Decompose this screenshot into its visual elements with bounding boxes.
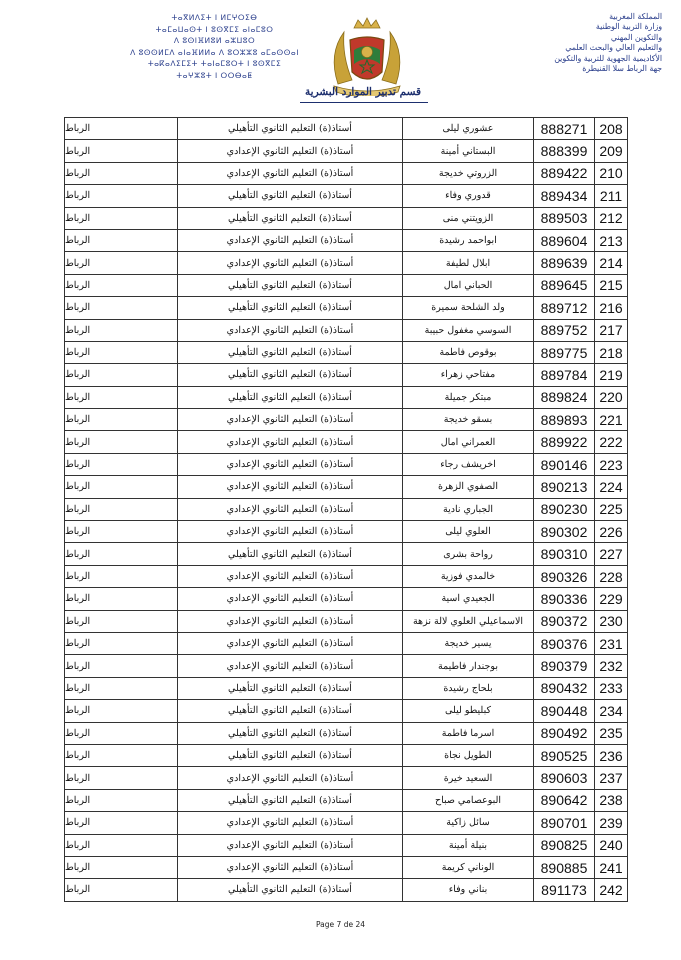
city-cell: الرباط [65,364,178,386]
row-number-cell: 229 [595,588,628,610]
table-row [65,543,628,565]
row-number-cell: 230 [595,610,628,632]
grade-cell: أستاذ(ة) التعليم الثانوي الإعدادي [178,856,403,878]
table-row [65,207,628,229]
staff-table [64,117,628,902]
department-underline [300,102,428,103]
id-cell: 890376 [534,632,595,654]
ministry-line: والتعليم العالي والبحث العلمي [565,43,662,53]
table-row [65,319,628,341]
grade-cell: أستاذ(ة) التعليم الثانوي التأهيلي [178,744,403,766]
table-row [65,677,628,699]
row-number-cell: 241 [595,856,628,878]
grade-cell: أستاذ(ة) التعليم الثانوي الإعدادي [178,767,403,789]
id-cell: 890310 [534,543,595,565]
row-number-cell: 213 [595,229,628,251]
city-cell: الرباط [65,185,178,207]
id-cell: 890213 [534,476,595,498]
id-cell: 889422 [534,162,595,184]
city-cell: الرباط [65,521,178,543]
row-number-cell: 217 [595,319,628,341]
grade-cell: أستاذ(ة) التعليم الثانوي الإعدادي [178,431,403,453]
table-row [65,162,628,184]
grade-cell: أستاذ(ة) التعليم الثانوي التأهيلي [178,386,403,408]
name-cell: اخريشف رجاء [403,453,534,475]
table-row [65,229,628,251]
name-cell: بناني وفاء [403,879,534,901]
city-cell: الرباط [65,409,178,431]
grade-cell: أستاذ(ة) التعليم الثانوي الإعدادي [178,319,403,341]
department-title: قسم تدبير الموارد البشرية [305,86,421,98]
id-cell: 890603 [534,767,595,789]
tifinagh-line: ⵜⴰⴽⴰⴷⵉⵎⵉⵜ ⵜⴰⵏⴰⵎⵓⵔⵜ ⵏ ⵓⵙⴳⵎⵉ [147,59,282,68]
name-cell: ولد الشلحة سميرة [403,297,534,319]
city-cell: الرباط [65,588,178,610]
tifinagh-line: ⵜⴰⵎⴰⵡⴰⵙⵜ ⵏ ⵓⵙⴳⵎⵉ ⴰⵏⴰⵎⵓⵔ [155,24,274,34]
city-cell: الرباط [65,274,178,296]
grade-cell: أستاذ(ة) التعليم الثانوي الإعدادي [178,632,403,654]
name-cell: الاسماعيلي العلوي لالة نزهة [403,610,534,632]
id-cell: 888271 [534,118,595,140]
row-number-cell: 233 [595,677,628,699]
name-cell: السوسي مغفول حبيبة [403,319,534,341]
row-number-cell: 211 [595,185,628,207]
row-number-cell: 216 [595,297,628,319]
table-row [65,812,628,834]
name-cell: الجعيدي اسية [403,588,534,610]
row-number-cell: 219 [595,364,628,386]
table-row [65,767,628,789]
ministry-line: وزارة التربية الوطنية [595,22,662,32]
row-number-cell: 214 [595,252,628,274]
row-number-cell: 224 [595,476,628,498]
city-cell: الرباط [65,744,178,766]
row-number-cell: 242 [595,879,628,901]
id-cell: 890372 [534,610,595,632]
table-row [65,521,628,543]
city-cell: الرباط [65,610,178,632]
id-cell: 889712 [534,297,595,319]
tifinagh-line: ⵜⴰⴳⵍⴷⵉⵜ ⵏ ⵍⵎⵖⵔⵉⴱ [171,13,258,22]
city-cell: الرباط [65,565,178,587]
name-cell: خالمدي فوزية [403,565,534,587]
ministry-line: المملكة المغربية [609,12,662,21]
row-number-cell: 232 [595,655,628,677]
city-cell: الرباط [65,789,178,811]
coat-of-arms-icon [308,14,426,96]
grade-cell: أستاذ(ة) التعليم الثانوي الإعدادي [178,565,403,587]
table-row [65,632,628,654]
city-cell: الرباط [65,856,178,878]
grade-cell: أستاذ(ة) التعليم الثانوي التأهيلي [178,677,403,699]
grade-cell: أستاذ(ة) التعليم الثانوي التأهيلي [178,722,403,744]
city-cell: الرباط [65,118,178,140]
id-cell: 888399 [534,140,595,162]
name-cell: ابلال لطيفة [403,252,534,274]
city-cell: الرباط [65,677,178,699]
id-cell: 890448 [534,700,595,722]
grade-cell: أستاذ(ة) التعليم الثانوي التأهيلي [178,543,403,565]
id-cell: 889434 [534,185,595,207]
grade-cell: أستاذ(ة) التعليم الثانوي التأهيلي [178,185,403,207]
name-cell: الجباري نادية [403,498,534,520]
tifinagh-header [112,12,317,81]
name-cell: بسقو خديجة [403,409,534,431]
grade-cell: أستاذ(ة) التعليم الثانوي الإعدادي [178,655,403,677]
row-number-cell: 238 [595,789,628,811]
table-row [65,789,628,811]
table-row [65,341,628,363]
row-number-cell: 225 [595,498,628,520]
grade-cell: أستاذ(ة) التعليم الثانوي الإعدادي [178,834,403,856]
name-cell: الزويتني منى [403,207,534,229]
id-cell: 890701 [534,812,595,834]
grade-cell: أستاذ(ة) التعليم الثانوي التأهيلي [178,700,403,722]
table-row [65,834,628,856]
row-number-cell: 231 [595,632,628,654]
grade-cell: أستاذ(ة) التعليم الثانوي التأهيلي [178,118,403,140]
name-cell: الحباني امال [403,274,534,296]
name-cell: البوعصامي صباح [403,789,534,811]
table-row [65,744,628,766]
row-number-cell: 239 [595,812,628,834]
city-cell: الرباط [65,476,178,498]
row-number-cell: 215 [595,274,628,296]
id-cell: 889784 [534,364,595,386]
id-cell: 891173 [534,879,595,901]
table-row [65,252,628,274]
id-cell: 889645 [534,274,595,296]
row-number-cell: 223 [595,453,628,475]
name-cell: بوجندار فاطيمة [403,655,534,677]
table-row [65,856,628,878]
table-row [65,610,628,632]
city-cell: الرباط [65,722,178,744]
name-cell: قدوري وفاء [403,185,534,207]
grade-cell: أستاذ(ة) التعليم الثانوي الإعدادي [178,521,403,543]
grade-cell: أستاذ(ة) التعليم الثانوي الإعدادي [178,453,403,475]
city-cell: الرباط [65,252,178,274]
city-cell: الرباط [65,498,178,520]
table-row [65,453,628,475]
grade-cell: أستاذ(ة) التعليم الثانوي التأهيلي [178,207,403,229]
table-row [65,274,628,296]
grade-cell: أستاذ(ة) التعليم الثانوي الإعدادي [178,162,403,184]
id-cell: 890825 [534,834,595,856]
name-cell: عشوري ليلى [403,118,534,140]
grade-cell: أستاذ(ة) التعليم الثانوي التأهيلي [178,341,403,363]
table-row [65,722,628,744]
ministry-line: جهة الرباط سلا القنيطرة [582,64,662,74]
id-cell: 889893 [534,409,595,431]
row-number-cell: 226 [595,521,628,543]
table-row [65,431,628,453]
name-cell: الوناني كريمة [403,856,534,878]
id-cell: 890336 [534,588,595,610]
id-cell: 890432 [534,677,595,699]
name-cell: مفتاحي زهراء [403,364,534,386]
name-cell: الطويل نجاة [403,744,534,766]
name-cell: بلحاج رشيدة [403,677,534,699]
grade-cell: أستاذ(ة) التعليم الثانوي الإعدادي [178,252,403,274]
row-number-cell: 234 [595,700,628,722]
name-cell: يسير خديجة [403,632,534,654]
row-number-cell: 209 [595,140,628,162]
id-cell: 889604 [534,229,595,251]
name-cell: مبتكر جميلة [403,386,534,408]
id-cell: 889752 [534,319,595,341]
letterhead [0,0,681,112]
city-cell: الرباط [65,386,178,408]
id-cell: 890326 [534,565,595,587]
grade-cell: أستاذ(ة) التعليم الثانوي الإعدادي [178,476,403,498]
grade-cell: أستاذ(ة) التعليم الثانوي الإعدادي [178,588,403,610]
city-cell: الرباط [65,319,178,341]
ministry-line: والتكوين المهني [610,32,662,42]
row-number-cell: 218 [595,341,628,363]
row-number-cell: 235 [595,722,628,744]
name-cell: رواحة بشرى [403,543,534,565]
tifinagh-line: ⴷ ⵓⵙⵏⴼⵍⵓⵍ ⴰⵣⵡⵓⵔ [173,36,256,45]
row-number-cell: 208 [595,118,628,140]
table-row [65,297,628,319]
row-number-cell: 222 [595,431,628,453]
id-cell: 889639 [534,252,595,274]
name-cell: العلوي ليلى [403,521,534,543]
grade-cell: أستاذ(ة) التعليم الثانوي التأهيلي [178,789,403,811]
id-cell: 890885 [534,856,595,878]
grade-cell: أستاذ(ة) التعليم الثانوي الإعدادي [178,610,403,632]
row-number-cell: 228 [595,565,628,587]
city-cell: الرباط [65,655,178,677]
row-number-cell: 220 [595,386,628,408]
row-number-cell: 236 [595,744,628,766]
id-cell: 890146 [534,453,595,475]
grade-cell: أستاذ(ة) التعليم الثانوي الإعدادي [178,812,403,834]
city-cell: الرباط [65,700,178,722]
city-cell: الرباط [65,767,178,789]
city-cell: الرباط [65,812,178,834]
id-cell: 890525 [534,744,595,766]
id-cell: 890302 [534,521,595,543]
city-cell: الرباط [65,162,178,184]
table-row [65,588,628,610]
table-row [65,185,628,207]
table-row [65,364,628,386]
name-cell: البستاني أمينة [403,140,534,162]
name-cell: كبليطو ليلى [403,700,534,722]
city-cell: الرباط [65,207,178,229]
id-cell: 889824 [534,386,595,408]
id-cell: 890642 [534,789,595,811]
id-cell: 890379 [534,655,595,677]
grade-cell: أستاذ(ة) التعليم الثانوي الإعدادي [178,229,403,251]
name-cell: الصفوي الزهرة [403,476,534,498]
id-cell: 890492 [534,722,595,744]
grade-cell: أستاذ(ة) التعليم الثانوي الإعدادي [178,498,403,520]
row-number-cell: 221 [595,409,628,431]
name-cell: بوقوص فاطمة [403,341,534,363]
id-cell: 889922 [534,431,595,453]
table-row [65,565,628,587]
id-cell: 890230 [534,498,595,520]
row-number-cell: 210 [595,162,628,184]
row-number-cell: 240 [595,834,628,856]
grade-cell: أستاذ(ة) التعليم الثانوي الإعدادي [178,140,403,162]
name-cell: السعيد خيرة [403,767,534,789]
table-row [65,700,628,722]
staff-table-body [65,118,628,902]
page-number: Page 7 de 24 [316,920,365,929]
grade-cell: أستاذ(ة) التعليم الثانوي التأهيلي [178,297,403,319]
city-cell: الرباط [65,453,178,475]
city-cell: الرباط [65,229,178,251]
name-cell: بنيلة أمينة [403,834,534,856]
city-cell: الرباط [65,543,178,565]
grade-cell: أستاذ(ة) التعليم الثانوي الإعدادي [178,409,403,431]
ministry-header [452,12,662,74]
grade-cell: أستاذ(ة) التعليم الثانوي التأهيلي [178,274,403,296]
name-cell: العمراني امال [403,431,534,453]
table-row [65,140,628,162]
name-cell: سائل زاكية [403,812,534,834]
name-cell: ابواحمد رشيدة [403,229,534,251]
city-cell: الرباط [65,879,178,901]
name-cell: الزروتي خديجة [403,162,534,184]
city-cell: الرباط [65,632,178,654]
id-cell: 889503 [534,207,595,229]
table-row [65,655,628,677]
name-cell: اسرما فاطمة [403,722,534,744]
city-cell: الرباط [65,834,178,856]
id-cell: 889775 [534,341,595,363]
tifinagh-line: ⴷ ⵓⵙⵙⵍⵎⴷ ⴰⵏⴰⴼⵍⵍⴰ ⴷ ⵓⵔⵣⵣⵓ ⴰⵎⴰⵙⵙⴰⵏ [130,47,299,57]
table-row [65,476,628,498]
tifinagh-line: ⵜⴰⵖⵣⵓⵜ ⵏ ⵔⵔⴱⴰⵟ [176,70,253,80]
table-row [65,409,628,431]
grade-cell: أستاذ(ة) التعليم الثانوي التأهيلي [178,879,403,901]
row-number-cell: 237 [595,767,628,789]
table-row [65,498,628,520]
table-row [65,386,628,408]
city-cell: الرباط [65,341,178,363]
row-number-cell: 227 [595,543,628,565]
city-cell: الرباط [65,297,178,319]
table-row [65,118,628,140]
ministry-line: الأكاديمية الجهوية للتربية والتكوين [554,53,662,63]
city-cell: الرباط [65,140,178,162]
table-row [65,879,628,901]
grade-cell: أستاذ(ة) التعليم الثانوي التأهيلي [178,364,403,386]
row-number-cell: 212 [595,207,628,229]
city-cell: الرباط [65,431,178,453]
